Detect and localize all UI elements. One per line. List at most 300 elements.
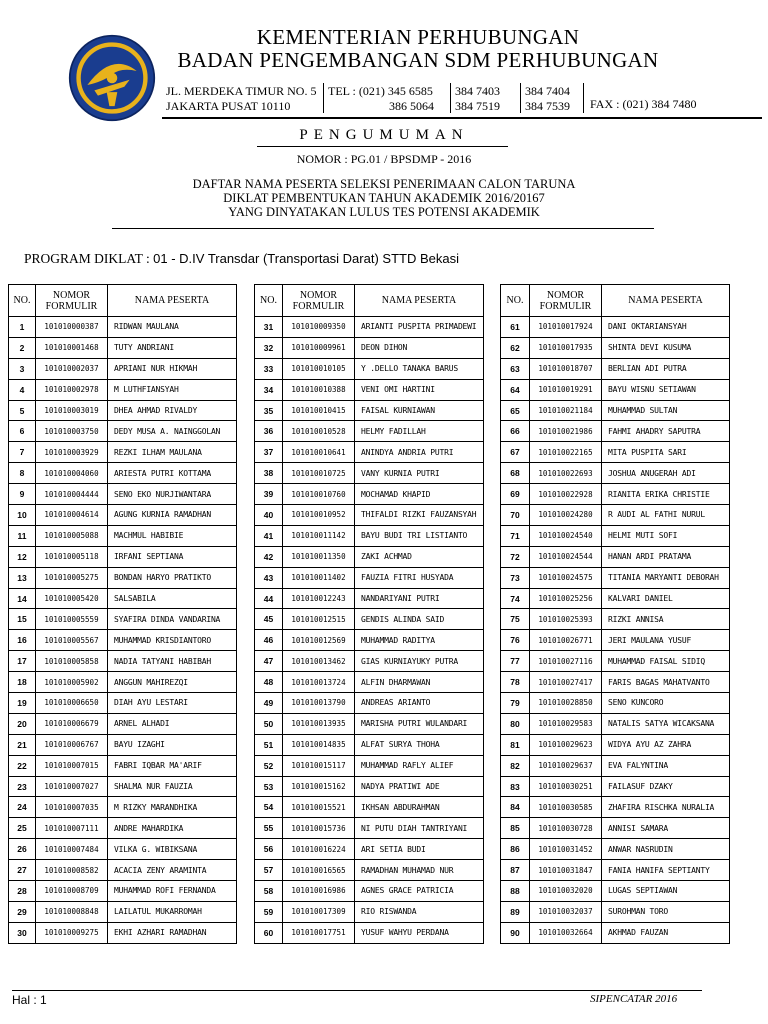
table-row: [255, 755, 484, 776]
participant-no: 17: [9, 651, 36, 672]
participant-name: KALVARI DANIEL: [602, 588, 730, 609]
participant-formulir: 101010021184: [530, 400, 602, 421]
participant-name: ACACIA ZENY ARAMINTA: [108, 860, 237, 881]
table-row: [501, 713, 730, 734]
table-row: [255, 546, 484, 567]
table-row: [501, 567, 730, 588]
table-row: [9, 379, 237, 400]
table-row: [9, 546, 237, 567]
table-row: [501, 818, 730, 839]
participant-no: 71: [501, 525, 530, 546]
participant-name: FAILASUF DZAKY: [602, 776, 730, 797]
participant-name: SENO KUNCORO: [602, 693, 730, 714]
participant-name: ANDREAS ARIANTO: [355, 693, 484, 714]
table-row: [501, 505, 730, 526]
table-row: [501, 525, 730, 546]
participant-no: 68: [501, 463, 530, 484]
participant-formulir: 101010017751: [283, 922, 355, 943]
fax-number: FAX : (021) 384 7480: [590, 97, 697, 111]
participant-name: EKHI AZHARI RAMADHAN: [108, 922, 237, 943]
table-row: [9, 818, 237, 839]
participant-name: ANWAR NASRUDIN: [602, 839, 730, 860]
table-row: [255, 922, 484, 943]
participant-name: BERLIAN ADI PUTRA: [602, 358, 730, 379]
participant-no: 34: [255, 379, 283, 400]
participant-name: RIDWAN MAULANA: [108, 317, 237, 338]
participant-formulir: 101010003929: [36, 442, 108, 463]
participant-name: MUHAMMAD SULTAN: [602, 400, 730, 421]
table-row: [9, 797, 237, 818]
header-rule: [162, 117, 762, 119]
participant-formulir: 101010019291: [530, 379, 602, 400]
participant-formulir: 101010024280: [530, 505, 602, 526]
participant-no: 39: [255, 484, 283, 505]
participant-formulir: 101010002037: [36, 358, 108, 379]
participant-no: 38: [255, 463, 283, 484]
table-row: [255, 567, 484, 588]
table-row: [501, 588, 730, 609]
participant-formulir: 101010007111: [36, 818, 108, 839]
header-formulir-line1: NOMOR: [299, 289, 338, 301]
table-row: [501, 797, 730, 818]
participant-formulir: 101010008709: [36, 881, 108, 902]
table-row: [9, 358, 237, 379]
program-line: [24, 251, 459, 267]
ministry-logo-icon: [68, 34, 156, 122]
table-row: [501, 734, 730, 755]
table-row: [501, 922, 730, 943]
participant-no: 87: [501, 860, 530, 881]
participant-formulir: 101010017309: [283, 901, 355, 922]
table-row: [255, 839, 484, 860]
participant-formulir: 101010007015: [36, 755, 108, 776]
participant-formulir: 101010010641: [283, 442, 355, 463]
participant-no: 62: [501, 337, 530, 358]
table-row: [9, 839, 237, 860]
participant-formulir: 101010010388: [283, 379, 355, 400]
table-row: [501, 901, 730, 922]
tel-divider-2: [520, 83, 521, 113]
participant-no: 65: [501, 400, 530, 421]
table-row: [255, 609, 484, 630]
table-row: [9, 609, 237, 630]
participant-name: ANDRE MAHARDIKA: [108, 818, 237, 839]
participant-formulir: 101010004614: [36, 505, 108, 526]
participant-name: VENI OMI HARTINI: [355, 379, 484, 400]
table-row: [501, 609, 730, 630]
participant-no: 7: [9, 442, 36, 463]
participant-name: ANINDYA ANDRIA PUTRI: [355, 442, 484, 463]
participant-formulir: 101010007484: [36, 839, 108, 860]
participant-name: ZAKI ACHMAD: [355, 546, 484, 567]
header-formulir: [36, 285, 108, 317]
participant-formulir: 101010004444: [36, 484, 108, 505]
participant-formulir: 101010024540: [530, 525, 602, 546]
tel-primary: TEL : (021) 345 6585: [328, 84, 433, 98]
participant-formulir: 101010018707: [530, 358, 602, 379]
announcement-number: NOMOR : PG.01 / BPSDMP - 2016: [296, 152, 472, 166]
table-row: [9, 651, 237, 672]
header-nama: NAMA PESERTA: [108, 285, 237, 317]
participant-formulir: 101010031452: [530, 839, 602, 860]
participant-formulir: 101010012515: [283, 609, 355, 630]
description-line-3: YANG DINYATAKAN LULUS TES POTENSI AKADEMIK: [228, 205, 540, 219]
participant-name: FANIA HANIFA SEPTIANTY: [602, 860, 730, 881]
header-formulir-line2: FORMULIR: [539, 300, 592, 312]
table-row: [501, 442, 730, 463]
title-rule: [257, 146, 508, 147]
participant-formulir: 101010027417: [530, 672, 602, 693]
participant-formulir: 101010026771: [530, 630, 602, 651]
participant-no: 57: [255, 860, 283, 881]
participant-no: 4: [9, 379, 36, 400]
table-row: [9, 400, 237, 421]
table-row: [501, 358, 730, 379]
tel-4: 384 7519: [455, 99, 500, 113]
participant-formulir: 101010008582: [36, 860, 108, 881]
participant-no: 89: [501, 901, 530, 922]
header-formulir-line2: FORMULIR: [45, 300, 98, 312]
participant-name: BAYU WISNU SETIAWAN: [602, 379, 730, 400]
participant-name: MOCHAMAD KHAPID: [355, 484, 484, 505]
participant-formulir: 101010032664: [530, 922, 602, 943]
participant-name: LUGAS SEPTIAWAN: [602, 881, 730, 902]
participant-no: 59: [255, 901, 283, 922]
participant-no: 18: [9, 672, 36, 693]
participant-name: TITANIA MARYANTI DEBORAH: [602, 567, 730, 588]
participant-formulir: 101010002978: [36, 379, 108, 400]
participant-no: 10: [9, 505, 36, 526]
participant-formulir: 101010010528: [283, 421, 355, 442]
participant-formulir: 101010015117: [283, 755, 355, 776]
table-row: [9, 860, 237, 881]
participant-name: DEDY MUSA A. NAINGGOLAN: [108, 421, 237, 442]
participant-formulir: 101010003019: [36, 400, 108, 421]
participant-no: 31: [255, 317, 283, 338]
page-number: Hal : 1: [12, 993, 47, 1007]
participant-formulir: 101010032020: [530, 881, 602, 902]
participant-formulir: 101010004060: [36, 463, 108, 484]
participant-name: WIDYA AYU AZ ZAHRA: [602, 734, 730, 755]
participant-formulir: 101010009275: [36, 922, 108, 943]
participant-name: VILKA G. WIBIKSANA: [108, 839, 237, 860]
footer-rule: [12, 990, 702, 991]
participant-no: 64: [501, 379, 530, 400]
table-row: [255, 358, 484, 379]
participant-formulir: 101010014835: [283, 734, 355, 755]
participant-name: LAILATUL MUKARROMAH: [108, 901, 237, 922]
participant-no: 27: [9, 860, 36, 881]
participant-name: IRFANI SEPTIANA: [108, 546, 237, 567]
table-row: [501, 672, 730, 693]
participant-name: FAHMI AHADRY SAPUTRA: [602, 421, 730, 442]
participant-name: APRIANI NUR HIKMAH: [108, 358, 237, 379]
header-no: NO.: [501, 285, 530, 317]
participant-no: 24: [9, 797, 36, 818]
address-divider: [323, 83, 324, 113]
participant-no: 85: [501, 818, 530, 839]
participant-name: REZKI ILHAM MAULANA: [108, 442, 237, 463]
participant-name: RIANITA ERIKA CHRISTIE: [602, 484, 730, 505]
participant-no: 9: [9, 484, 36, 505]
participant-no: 28: [9, 881, 36, 902]
header-nama: NAMA PESERTA: [602, 285, 730, 317]
table-row: [9, 421, 237, 442]
participant-name: ANNISI SAMARA: [602, 818, 730, 839]
participant-name: R AUDI AL FATHI NURUL: [602, 505, 730, 526]
table-row: [255, 588, 484, 609]
participant-formulir: 101010016224: [283, 839, 355, 860]
participant-no: 19: [9, 693, 36, 714]
participant-formulir: 101010005420: [36, 588, 108, 609]
participant-no: 66: [501, 421, 530, 442]
participant-no: 54: [255, 797, 283, 818]
participant-name: SUROHMAN TORO: [602, 901, 730, 922]
participant-formulir: 101010009350: [283, 317, 355, 338]
participant-no: 49: [255, 693, 283, 714]
participant-no: 29: [9, 901, 36, 922]
participant-no: 20: [9, 713, 36, 734]
participant-formulir: 101010000387: [36, 317, 108, 338]
participant-no: 30: [9, 922, 36, 943]
participant-name: ALFIN DHARMAWAN: [355, 672, 484, 693]
participant-name: IKHSAN ABDURAHMAN: [355, 797, 484, 818]
table-row: [255, 672, 484, 693]
table-row: [501, 484, 730, 505]
table-row: [9, 484, 237, 505]
participant-formulir: 101010013935: [283, 713, 355, 734]
participant-name: MUHAMMAD FAISAL SIDIQ: [602, 651, 730, 672]
header-formulir-line2: FORMULIR: [292, 300, 345, 312]
table-row: [501, 463, 730, 484]
participant-no: 15: [9, 609, 36, 630]
participant-name: MUHAMMAD RAFLY ALIEF: [355, 755, 484, 776]
participant-no: 76: [501, 630, 530, 651]
participant-name: DHEA AHMAD RIVALDY: [108, 400, 237, 421]
participant-name: NADIA TATYANI HABIBAH: [108, 651, 237, 672]
participant-no: 33: [255, 358, 283, 379]
participant-formulir: 101010030728: [530, 818, 602, 839]
participant-formulir: 101010028850: [530, 693, 602, 714]
participant-formulir: 101010009961: [283, 337, 355, 358]
table-row: [9, 463, 237, 484]
participant-formulir: 101010005275: [36, 567, 108, 588]
participant-formulir: 101010017935: [530, 337, 602, 358]
tel-6: 384 7539: [525, 99, 570, 113]
table-row: [255, 337, 484, 358]
participant-formulir: 101010012243: [283, 588, 355, 609]
participant-formulir: 101010015521: [283, 797, 355, 818]
table-row: [255, 881, 484, 902]
participant-no: 69: [501, 484, 530, 505]
participant-no: 52: [255, 755, 283, 776]
table-row: [501, 546, 730, 567]
table-row: [501, 839, 730, 860]
participant-name: SALSABILA: [108, 588, 237, 609]
participant-formulir: 101010029637: [530, 755, 602, 776]
table-row: [9, 442, 237, 463]
participant-formulir: 101010013724: [283, 672, 355, 693]
header-formulir-line1: NOMOR: [52, 289, 91, 301]
participant-no: 77: [501, 651, 530, 672]
header-nama: NAMA PESERTA: [355, 285, 484, 317]
participant-name: GIAS KURNIAYUKY PUTRA: [355, 651, 484, 672]
participant-name: M RIZKY MARANDHIKA: [108, 797, 237, 818]
header-no: NO.: [9, 285, 36, 317]
participant-no: 16: [9, 630, 36, 651]
participant-name: NI PUTU DIAH TANTRIYANI: [355, 818, 484, 839]
participant-name: FAUZIA FITRI HUSYADA: [355, 567, 484, 588]
participant-formulir: 101010011142: [283, 525, 355, 546]
description-rule: [112, 228, 654, 229]
tel-divider-3: [583, 83, 584, 113]
participant-no: 12: [9, 546, 36, 567]
participant-no: 73: [501, 567, 530, 588]
participant-name: Y .DELLO TANAKA BARUS: [355, 358, 484, 379]
participant-no: 63: [501, 358, 530, 379]
participant-no: 47: [255, 651, 283, 672]
participant-no: 3: [9, 358, 36, 379]
table-row: [501, 317, 730, 338]
participant-name: AGUNG KURNIA RAMADHAN: [108, 505, 237, 526]
participant-no: 2: [9, 337, 36, 358]
participant-name: YUSUF WAHYU PERDANA: [355, 922, 484, 943]
address-line-1: JL. MERDEKA TIMUR NO. 5: [166, 84, 317, 98]
participant-name: MITA PUSPITA SARI: [602, 442, 730, 463]
participant-formulir: 101010022165: [530, 442, 602, 463]
participant-formulir: 101010010760: [283, 484, 355, 505]
table-row: [9, 901, 237, 922]
participant-name: JOSHUA ANUGERAH ADI: [602, 463, 730, 484]
description-line-2: DIKLAT PEMBENTUKAN TAHUN AKADEMIK 2016/20167: [223, 191, 545, 205]
table-row: [501, 630, 730, 651]
participant-no: 80: [501, 713, 530, 734]
participant-name: NADYA PRATIWI ADE: [355, 776, 484, 797]
tel-secondary: 386 5064: [389, 99, 434, 113]
participant-formulir: 101010032037: [530, 901, 602, 922]
participant-name: MUHAMMAD ROFI FERNANDA: [108, 881, 237, 902]
participant-formulir: 101010005858: [36, 651, 108, 672]
participant-no: 75: [501, 609, 530, 630]
participant-formulir: 101010013462: [283, 651, 355, 672]
participant-no: 35: [255, 400, 283, 421]
tel-divider-1: [450, 83, 451, 113]
participant-formulir: 101010006679: [36, 713, 108, 734]
participant-no: 56: [255, 839, 283, 860]
participant-name: ARIANTI PUSPITA PRIMADEWI: [355, 317, 484, 338]
participant-formulir: 101010007035: [36, 797, 108, 818]
participant-no: 22: [9, 755, 36, 776]
table-row: [501, 693, 730, 714]
participant-no: 44: [255, 588, 283, 609]
participant-no: 21: [9, 734, 36, 755]
participant-formulir: 101010030585: [530, 797, 602, 818]
participant-no: 48: [255, 672, 283, 693]
participant-no: 70: [501, 505, 530, 526]
participant-name: BAYU IZAGHI: [108, 734, 237, 755]
table-row: [501, 337, 730, 358]
participant-formulir: 101010010415: [283, 400, 355, 421]
agency-title: BADAN PENGEMBANGAN SDM PERHUBUNGAN: [177, 48, 659, 72]
participant-name: VANY KURNIA PUTRI: [355, 463, 484, 484]
participant-name: RAMADHAN MUHAMAD NUR: [355, 860, 484, 881]
participant-name: JERI MAULANA YUSUF: [602, 630, 730, 651]
table-row: [255, 693, 484, 714]
participant-name: MACHMUL HABIBIE: [108, 525, 237, 546]
participant-formulir: 101010011402: [283, 567, 355, 588]
table-row: [501, 379, 730, 400]
participant-no: 81: [501, 734, 530, 755]
participant-name: DANI OKTARIANSYAH: [602, 317, 730, 338]
participant-no: 58: [255, 881, 283, 902]
participant-no: 5: [9, 400, 36, 421]
header-formulir: [530, 285, 602, 317]
participant-formulir: 101010005559: [36, 609, 108, 630]
table-row: [255, 797, 484, 818]
table-row: [501, 400, 730, 421]
participant-no: 36: [255, 421, 283, 442]
participant-name: ALFAT SURYA THOHA: [355, 734, 484, 755]
participant-formulir: 101010005567: [36, 630, 108, 651]
participant-formulir: 101010017924: [530, 317, 602, 338]
table-row: [9, 630, 237, 651]
participant-formulir: 101010007027: [36, 776, 108, 797]
participant-formulir: 101010001468: [36, 337, 108, 358]
participant-no: 11: [9, 525, 36, 546]
table-row: [9, 567, 237, 588]
participant-no: 6: [9, 421, 36, 442]
participant-name: AGNES GRACE PATRICIA: [355, 881, 484, 902]
table-row: [255, 463, 484, 484]
table-row: [501, 860, 730, 881]
participant-no: 42: [255, 546, 283, 567]
table-row: [255, 400, 484, 421]
participant-formulir: 101010029583: [530, 713, 602, 734]
participant-formulir: 101010006767: [36, 734, 108, 755]
table-row: [9, 922, 237, 943]
participant-name: ARI SETIA BUDI: [355, 839, 484, 860]
table-row: [255, 713, 484, 734]
participants-table-1: [8, 284, 237, 944]
table-row: [9, 525, 237, 546]
participant-formulir: 101010016565: [283, 860, 355, 881]
participant-formulir: 101010008848: [36, 901, 108, 922]
table-row: [9, 776, 237, 797]
participant-no: 61: [501, 317, 530, 338]
participant-no: 46: [255, 630, 283, 651]
participant-no: 60: [255, 922, 283, 943]
participant-formulir: 101010024575: [530, 567, 602, 588]
participant-formulir: 101010022928: [530, 484, 602, 505]
participant-no: 67: [501, 442, 530, 463]
participant-formulir: 101010011350: [283, 546, 355, 567]
participant-formulir: 101010015736: [283, 818, 355, 839]
participant-no: 14: [9, 588, 36, 609]
participant-no: 83: [501, 776, 530, 797]
table-row: [255, 818, 484, 839]
table-row: [255, 630, 484, 651]
participant-name: EVA FALYNTINA: [602, 755, 730, 776]
table-row: [501, 421, 730, 442]
footer-app-name: SIPENCATAR 2016: [590, 993, 678, 1005]
participant-formulir: 101010025256: [530, 588, 602, 609]
participant-no: 26: [9, 839, 36, 860]
table-row: [501, 651, 730, 672]
participant-name: GENDIS ALINDA SAID: [355, 609, 484, 630]
participant-name: RIO RISWANDA: [355, 901, 484, 922]
participant-no: 90: [501, 922, 530, 943]
participant-name: THIFALDI RIZKI FAUZANSYAH: [355, 505, 484, 526]
